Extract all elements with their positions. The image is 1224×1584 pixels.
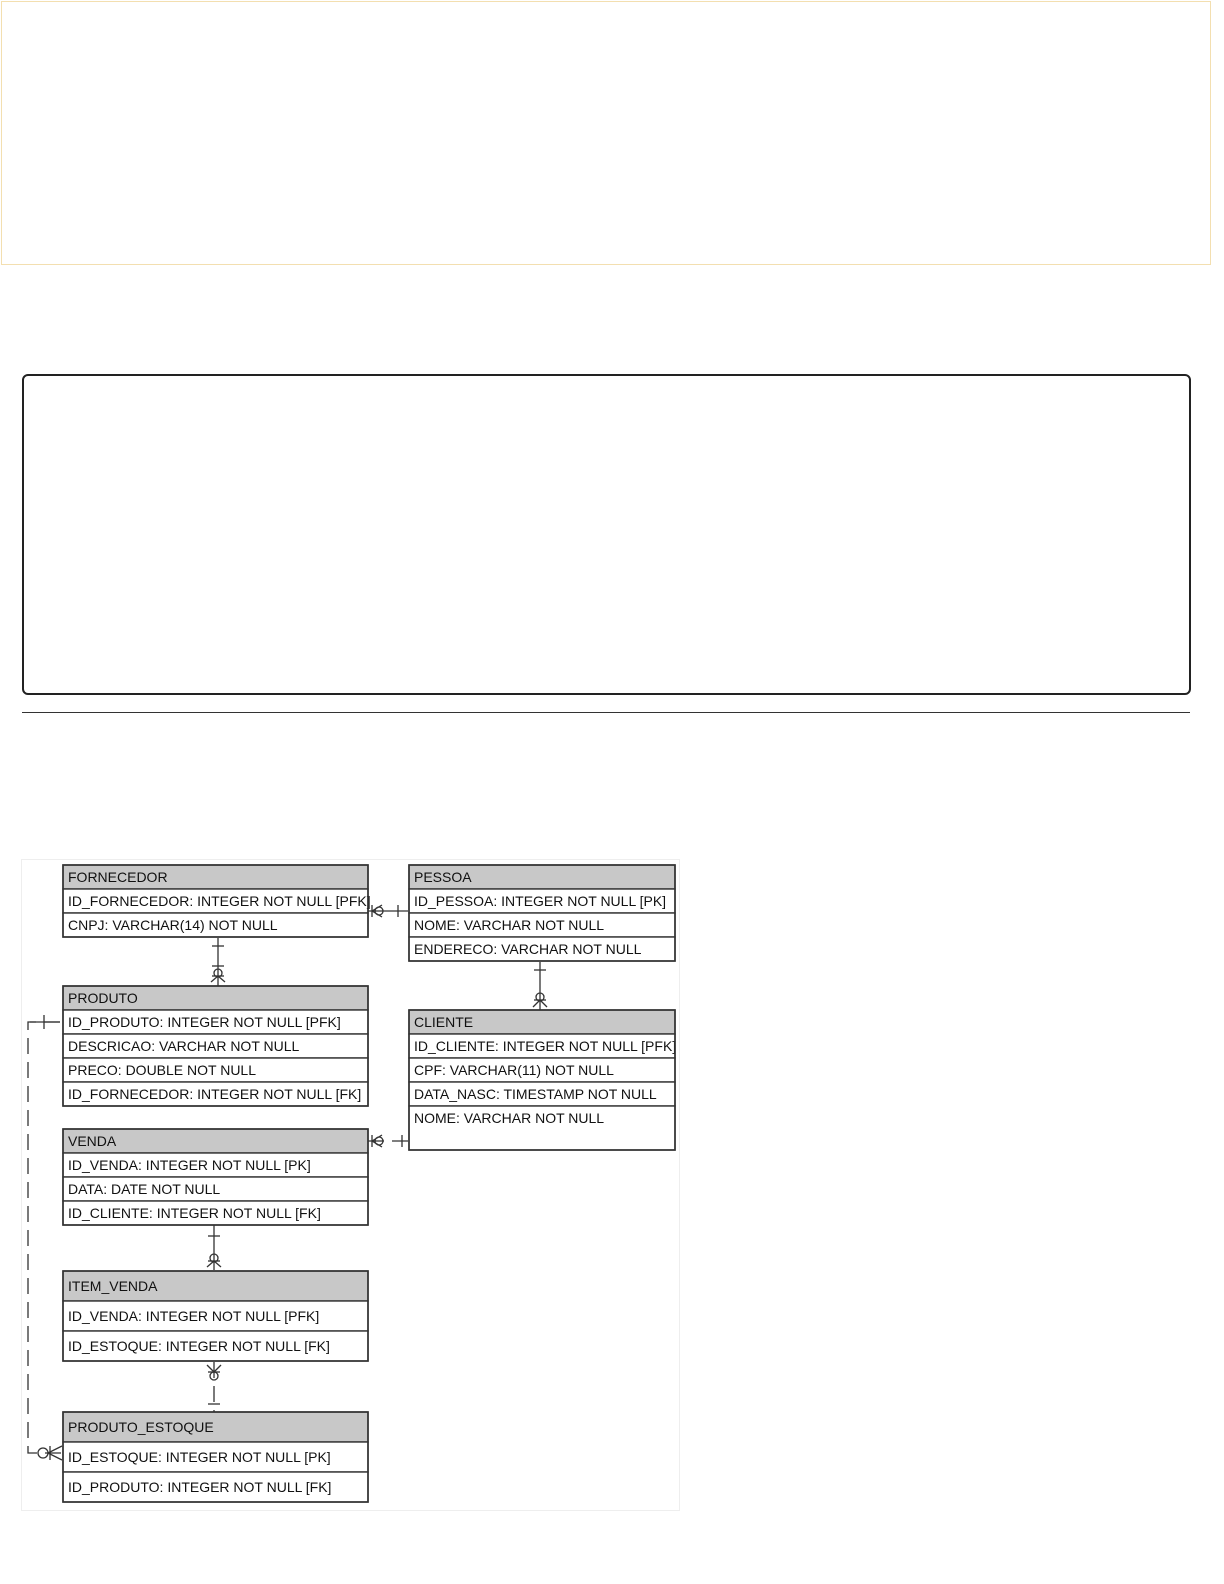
field-label: ID_VENDA: INTEGER NOT NULL [PFK] (68, 1308, 320, 1324)
field-label: ID_ESTOQUE: INTEGER NOT NULL [PK] (68, 1449, 331, 1465)
table-name: PRODUTO (68, 990, 138, 1006)
field-label: ID_VENDA: INTEGER NOT NULL [PK] (68, 1157, 311, 1173)
tables (63, 865, 676, 1502)
table-name: CLIENTE (414, 1014, 474, 1030)
table-item-venda[interactable] (63, 1271, 368, 1361)
table-produto[interactable] (63, 986, 368, 1106)
table-name: VENDA (68, 1133, 117, 1149)
field-label: CPF: VARCHAR(11) NOT NULL (414, 1062, 614, 1078)
table-name: PESSOA (414, 869, 472, 885)
field-label: NOME: VARCHAR NOT NULL (414, 1110, 605, 1126)
top-panel (1, 1, 1211, 265)
table-pessoa[interactable] (409, 865, 675, 961)
field-label: ID_CLIENTE: INTEGER NOT NULL [FK] (68, 1205, 321, 1221)
rel-venda-cliente (368, 1135, 408, 1147)
rel-produto-produto-estoque (28, 1015, 62, 1460)
field-label: ID_FORNECEDOR: INTEGER NOT NULL [PFK] (68, 893, 371, 909)
rel-venda-item-venda (207, 1225, 221, 1270)
table-cliente[interactable] (409, 1010, 676, 1150)
er-diagram-canvas (22, 860, 679, 1510)
field-label: ID_PESSOA: INTEGER NOT NULL [PK] (414, 893, 667, 909)
field-label: DESCRICAO: VARCHAR NOT NULL (68, 1038, 300, 1054)
er-diagram (22, 860, 679, 1510)
field-label: ID_ESTOQUE: INTEGER NOT NULL [FK] (68, 1338, 330, 1354)
field-label: CNPJ: VARCHAR(14) NOT NULL (68, 917, 278, 933)
table-name: ITEM_VENDA (68, 1278, 158, 1294)
field-label: ID_FORNECEDOR: INTEGER NOT NULL [FK] (68, 1086, 362, 1102)
separator-line (22, 712, 1190, 713)
field-label: ID_PRODUTO: INTEGER NOT NULL [PFK] (68, 1014, 341, 1030)
rel-fornecedor-produto (211, 938, 225, 986)
rel-fornecedor-pessoa (368, 905, 408, 917)
field-label: ID_PRODUTO: INTEGER NOT NULL [FK] (68, 1479, 332, 1495)
table-name: PRODUTO_ESTOQUE (68, 1419, 214, 1435)
field-label: DATA_NASC: TIMESTAMP NOT NULL (414, 1086, 657, 1102)
table-name: FORNECEDOR (68, 869, 168, 885)
field-label: ID_CLIENTE: INTEGER NOT NULL [PFK] (414, 1038, 677, 1054)
table-produto-estoque[interactable] (63, 1412, 368, 1502)
table-venda[interactable] (63, 1129, 368, 1225)
field-label: NOME: VARCHAR NOT NULL (414, 917, 605, 933)
content-box (22, 374, 1191, 695)
table-fornecedor[interactable] (63, 865, 371, 937)
rel-item-venda-produto-estoque (207, 1362, 221, 1412)
rel-pessoa-cliente (533, 962, 547, 1010)
field-label: ENDERECO: VARCHAR NOT NULL (414, 941, 642, 957)
field-label: PRECO: DOUBLE NOT NULL (68, 1062, 257, 1078)
field-label: DATA: DATE NOT NULL (68, 1181, 221, 1197)
